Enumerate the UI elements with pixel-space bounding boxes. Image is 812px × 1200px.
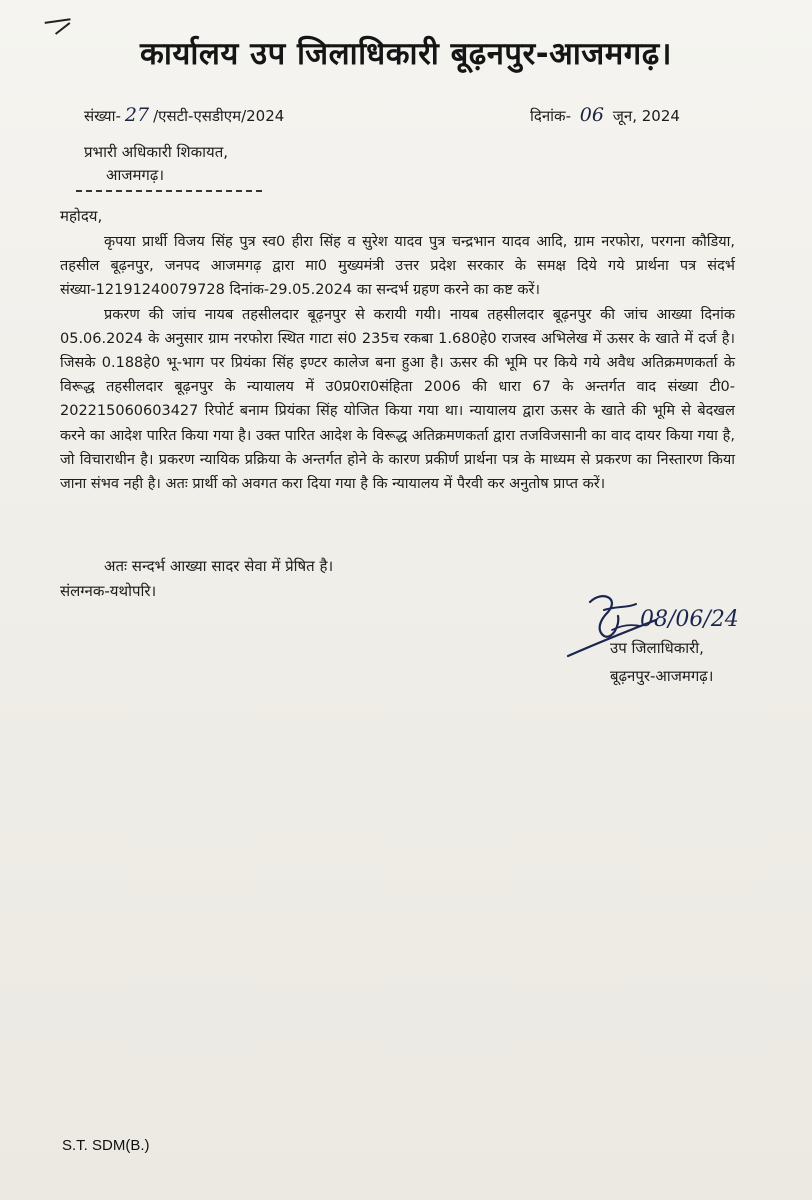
enclosure-line: संलग्नक-यथोपरि।	[60, 582, 157, 600]
addressee-city: आजमगढ़।	[106, 166, 165, 184]
letter-body	[60, 230, 735, 496]
salutation: महोदय,	[60, 207, 103, 225]
addressee-block	[84, 141, 228, 187]
addressee-designation: प्रभारी अधिकारी शिकायत,	[84, 143, 229, 161]
date-month-year: जून, 2024	[612, 107, 680, 125]
reference-number	[84, 104, 284, 126]
reference-suffix: /एसटी-एसडीएम/2024	[153, 107, 285, 125]
signatory-block	[610, 634, 713, 690]
reference-prefix: संख्या-	[84, 107, 121, 125]
signatory-location: बूढ़नपुर-आजमगढ़।	[610, 667, 714, 685]
signatory-designation: उप जिलाधिकारी,	[610, 639, 704, 657]
closing-line: अतः सन्दर्भ आख्या सादर सेवा में प्रेषित है।	[104, 557, 334, 575]
reference-handwritten-number: 27	[124, 104, 150, 126]
separator-dashes	[76, 190, 262, 192]
footer-code: S.T. SDM(B.)	[62, 1137, 150, 1154]
letter-date	[530, 104, 680, 126]
date-label: दिनांक-	[530, 107, 571, 125]
signature-date: 08/06/24	[640, 607, 739, 632]
body-paragraph-2: प्रकरण की जांच नायब तहसीलदार बूढ़नपुर से करायी गयी। नायब तहसीलदार बूढ़नपुर की जांच आख्या दिनांक 05.06.2024 के अनुसार ग्राम नरफोरा स्थित गाटा सं0 235च रकबा 1.680हे0 राजस्व अभिलेख में ऊसर के खाते में दर्ज है। जिसके 0.188हे0 भू-भाग पर प्रियंका सिंह इण्टर कालेज बना हुआ है। ऊसर की भूमि पर किये गये अवैध अतिक्रमणकर्ता के विरूद्ध तहसीलदार बूढ़नपुर के न्यायालय में उ0प्र0रा0संहिता 2006 की धारा 67 के अन्तर्गत वाद संख्या टी0-202215060603427 रिपोर्ट बनाम प्रियंका सिंह योजित किया गया था। न्यायालय द्वारा ऊसर के खाते की भूमि से बेदखल करने का आदेश पारित किया गया है। उक्त पारित आदेश के विरूद्ध अतिक्रमणकर्ता द्वारा तजविजसानी का वाद दायर किया गया है, जो विचाराधीन है। प्रकरण न्यायिक प्रक्रिया के अन्तर्गत होने के कारण प्रकीर्ण प्रार्थना पत्र के माध्यम से प्रकरण का निस्तारण किया जाना संभव नही है। अतः प्रार्थी को अवगत करा दिया गया है कि न्यायालय में पैरवी कर अनुतोष प्राप्त करें।	[60, 306, 735, 493]
date-handwritten-day: 06	[579, 104, 604, 126]
office-title: कार्यालय उप जिलाधिकारी बूढ़नपुर-आजमगढ़।	[140, 36, 672, 72]
body-paragraph-1: कृपया प्रार्थी विजय सिंह पुत्र स्व0 हीरा सिंह व सुरेश यादव पुत्र चन्द्रभान यादव आदि, ग्राम नरफोरा, परगना कौडिया, तहसील बूढ़नपुर, जनपद आजमगढ़ द्वारा मा0 मुख्यमंत्री उत्तर प्रदेश सरकार के समक्ष दिये गये प्रार्थना पत्र संदर्भ संख्या-12191240079728 दिनांक-29.05.2024 का सन्दर्भ ग्रहण करने का कष्ट करें।	[60, 234, 735, 299]
